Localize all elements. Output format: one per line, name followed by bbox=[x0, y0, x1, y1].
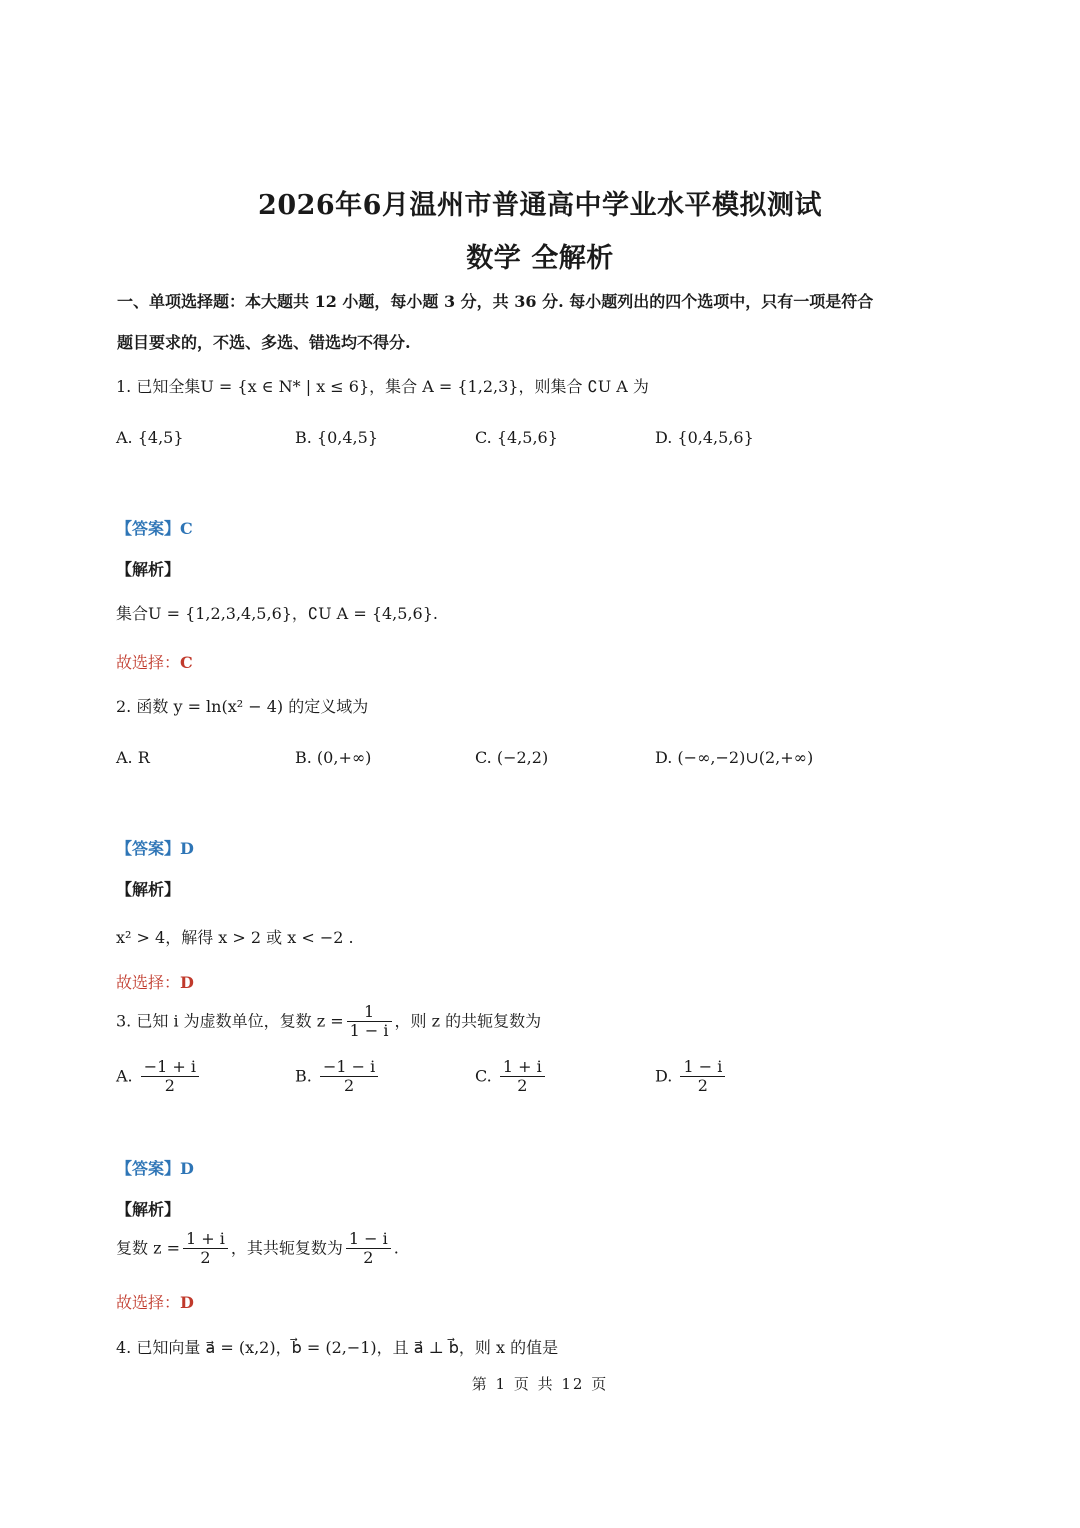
q3-analysis-label: 【解析】 bbox=[116, 1200, 181, 1219]
q2-select: 故选择：D bbox=[116, 973, 194, 992]
q1-analysis-label: 【解析】 bbox=[116, 560, 181, 579]
q3-option-d: D. $\frac{1 - i}{2}$ bbox=[655, 1058, 728, 1096]
page-subtitle: 数学 全解析 bbox=[466, 243, 614, 274]
q1-option-a: A. {4,5} bbox=[116, 428, 184, 447]
question-1-stem: 1. 已知全集U = {x ∈ N* | x ≤ 6}，集合 A = {1,2,3}，则集合 ∁U A 为 bbox=[116, 377, 649, 396]
q3-select: 故选择：D bbox=[116, 1293, 194, 1312]
page-footer: 第 1 页 共 12 页 bbox=[471, 1375, 609, 1393]
q2-option-b: B. (0,+∞) bbox=[295, 748, 372, 767]
q3-analysis: 复数 z = $\frac{1 + i}{2}$ ，其共轭复数为 $\frac{1 - i}{2}$ . bbox=[116, 1229, 399, 1268]
q1-option-b: B. {0,4,5} bbox=[295, 428, 378, 447]
q1-analysis: 集合U = {1,2,3,4,5,6}，∁U A = {4,5,6}. bbox=[116, 604, 438, 623]
q3-answer: 【答案】D bbox=[116, 1159, 194, 1178]
q3-option-a: A. $\frac{-1 + i}{2}$ bbox=[116, 1058, 202, 1096]
q3-option-b: B. $\frac{-1 - i}{2}$ bbox=[295, 1058, 381, 1096]
q1-answer: 【答案】C bbox=[116, 519, 193, 538]
q2-analysis-label: 【解析】 bbox=[116, 880, 181, 899]
q2-option-d: D. (−∞,−2)∪(2,+∞) bbox=[655, 748, 814, 767]
q2-answer: 【答案】D bbox=[116, 839, 194, 858]
q2-option-c: C. (−2,2) bbox=[475, 748, 549, 767]
section-header-line1: 一、单项选择题：本大题共 12 小题，每小题 3 分，共 36 分. 每小题列出的四个选项中，只有一项是符合 bbox=[117, 292, 874, 311]
section-header-line2: 题目要求的，不选、多选、错选均不得分. bbox=[117, 333, 411, 352]
q1-select: 故选择：C bbox=[116, 653, 193, 672]
question-2-stem: 2. 函数 y = ln(x² − 4) 的定义域为 bbox=[116, 697, 369, 716]
q2-option-a: A. R bbox=[116, 748, 150, 767]
q3-option-c: C. $\frac{1 + i}{2}$ bbox=[475, 1058, 548, 1096]
q2-analysis: x² > 4，解得 x > 2 或 x < −2 . bbox=[116, 928, 354, 947]
q3-stem-fraction: $\frac{1}{1 - i}$ bbox=[347, 1003, 392, 1041]
page-title: 2026年6月温州市普通高中学业水平模拟测试 bbox=[258, 190, 822, 221]
question-3-stem: 3. 已知 i 为虚数单位，复数 z = $\frac{1}{1 - i}$ ，则 z 的共轭复数为 bbox=[116, 1002, 542, 1041]
q1-option-c: C. {4,5,6} bbox=[475, 428, 558, 447]
question-4-stem: 4. 已知向量 a⃗ = (x,2)，b⃗ = (2,−1)，且 a⃗ ⊥ b⃗，则 x 的值是 bbox=[116, 1338, 559, 1357]
q1-option-d: D. {0,4,5,6} bbox=[655, 428, 754, 447]
